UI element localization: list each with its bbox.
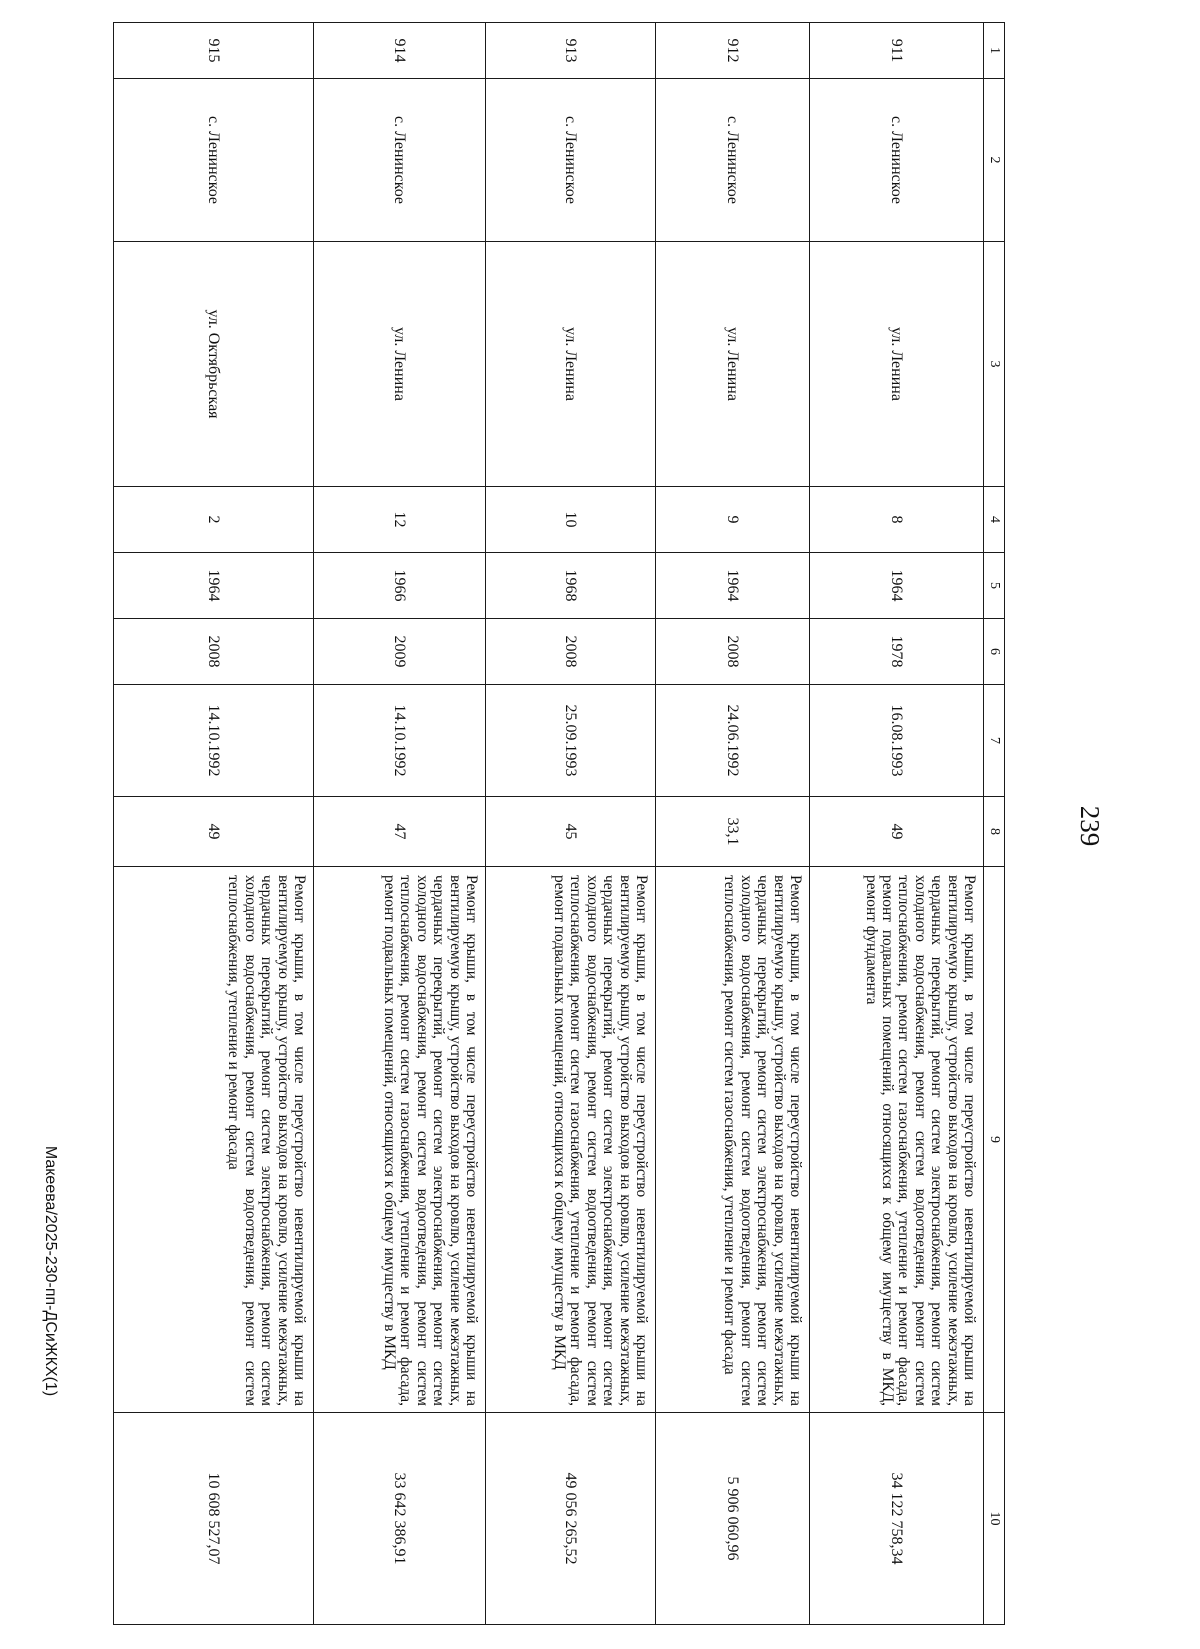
street: ул. Октябрьская — [114, 242, 314, 487]
last-repair-year: 1978 — [810, 619, 984, 685]
cost: 33 642 386,91 — [314, 1413, 486, 1625]
last-repair-year: 2008 — [486, 619, 656, 685]
privatization-date: 14.10.1992 — [114, 685, 314, 797]
last-repair-year: 2008 — [114, 619, 314, 685]
privatization-date: 25.09.1993 — [486, 685, 656, 797]
document-sheet — [115, 22, 1005, 1624]
page-number: 239 — [1075, 805, 1105, 847]
house-number: 10 — [486, 487, 656, 553]
privatization-date: 16.08.1993 — [810, 685, 984, 797]
table-row — [810, 23, 984, 1625]
row-number: 911 — [810, 23, 984, 79]
settlement: с. Ленинское — [810, 79, 984, 242]
privatization-date: 24.06.1992 — [656, 685, 810, 797]
built-year: 1964 — [114, 553, 314, 619]
built-year: 1966 — [314, 553, 486, 619]
column-number-cell: 3 — [984, 242, 1005, 487]
column-number-cell: 7 — [984, 685, 1005, 797]
cost: 5 906 060,96 — [656, 1413, 810, 1625]
column-number-cell: 2 — [984, 79, 1005, 242]
table-row — [114, 23, 314, 1625]
last-repair-year: 2008 — [656, 619, 810, 685]
cost: 34 122 758,34 — [810, 1413, 984, 1625]
settlement: с. Ленинское — [656, 79, 810, 242]
works-description: Ремонт крыши, в том числе переустройство невентилируемой крыши на вентилируемую крышу, устройство выходов на кровлю, усиление межэтажных, чердачных перекрытий, ремонт систем электроснабжения, ремонт систем холодного водоснабжения, ремонт систем водоотведения, ремонт систем теплоснабжения, ремонт систем газоснабжения, утепление и ремонт фасада, ремонт подвальных помещений, относящихся к общему имуществу в МКД, ремонт фундамента — [810, 867, 984, 1413]
column-number-cell: 8 — [984, 797, 1005, 867]
works-description: Ремонт крыши, в том числе переустройство невентилируемой крыши на вентилируемую крышу, устройство выходов на кровлю, усиление межэтажных, чердачных перекрытий, ремонт систем электроснабжения, ремонт систем холодного водоснабжения, ремонт систем водоотведения, ремонт систем теплоснабжения, ремонт систем газоснабжения, утепление и ремонт фасада, ремонт подвальных помещений, относящихся к общему имуществу в МКД — [314, 867, 486, 1413]
table-row — [486, 23, 656, 1625]
row-number: 913 — [486, 23, 656, 79]
table-row — [656, 23, 810, 1625]
wear-percent: 49 — [810, 797, 984, 867]
column-number-cell: 9 — [984, 867, 1005, 1413]
built-year: 1968 — [486, 553, 656, 619]
privatization-date: 14.10.1992 — [314, 685, 486, 797]
document-code: Макеева/2025-230-пп-ДСиЖКХ(1) — [42, 1145, 59, 1397]
wear-percent: 33,1 — [656, 797, 810, 867]
row-number: 915 — [114, 23, 314, 79]
built-year: 1964 — [656, 553, 810, 619]
settlement: с. Ленинское — [314, 79, 486, 242]
street: ул. Ленина — [486, 242, 656, 487]
last-repair-year: 2009 — [314, 619, 486, 685]
repair-program-table — [113, 22, 1005, 1625]
street: ул. Ленина — [810, 242, 984, 487]
settlement: с. Ленинское — [486, 79, 656, 242]
column-number-row — [984, 23, 1005, 1625]
column-number-cell: 10 — [984, 1413, 1005, 1625]
wear-percent: 47 — [314, 797, 486, 867]
settlement: с. Ленинское — [114, 79, 314, 242]
column-number-cell: 5 — [984, 553, 1005, 619]
house-number: 8 — [810, 487, 984, 553]
works-description: Ремонт крыши, в том числе переустройство невентилируемой крыши на вентилируемую крышу, устройство выходов на кровлю, усиление межэтажных, чердачных перекрытий, ремонт систем электроснабжения, ремонт систем холодного водоснабжения, ремонт систем водоотведения, ремонт систем теплоснабжения, ремонт систем газоснабжения, утепление и ремонт фасада — [656, 867, 810, 1413]
row-number: 912 — [656, 23, 810, 79]
street: ул. Ленина — [314, 242, 486, 487]
wear-percent: 49 — [114, 797, 314, 867]
built-year: 1964 — [810, 553, 984, 619]
row-number: 914 — [314, 23, 486, 79]
column-number-cell: 6 — [984, 619, 1005, 685]
house-number: 2 — [114, 487, 314, 553]
wear-percent: 45 — [486, 797, 656, 867]
house-number: 12 — [314, 487, 486, 553]
street: ул. Ленина — [656, 242, 810, 487]
column-number-cell: 4 — [984, 487, 1005, 553]
column-number-cell: 1 — [984, 23, 1005, 79]
works-description: Ремонт крыши, в том числе переустройство невентилируемой крыши на вентилируемую крышу, устройство выходов на кровлю, усиление межэтажных, чердачных перекрытий, ремонт систем электроснабжения, ремонт систем холодного водоснабжения, ремонт систем водоотведения, ремонт систем теплоснабжения, ремонт систем газоснабжения, утепление и ремонт фасада, ремонт подвальных помещений, относящихся к общему имуществу в МКД — [486, 867, 656, 1413]
house-number: 9 — [656, 487, 810, 553]
table-row — [314, 23, 486, 1625]
works-description: Ремонт крыши, в том числе переустройство невентилируемой крыши на вентилируемую крышу, устройство выходов на кровлю, усиление межэтажных, чердачных перекрытий, ремонт систем электроснабжения, ремонт систем холодного водоснабжения, ремонт систем водоотведения, ремонт систем теплоснабжения, утепление и ремонт фасада — [114, 867, 314, 1413]
cost: 10 608 527,07 — [114, 1413, 314, 1625]
cost: 49 056 265,52 — [486, 1413, 656, 1625]
